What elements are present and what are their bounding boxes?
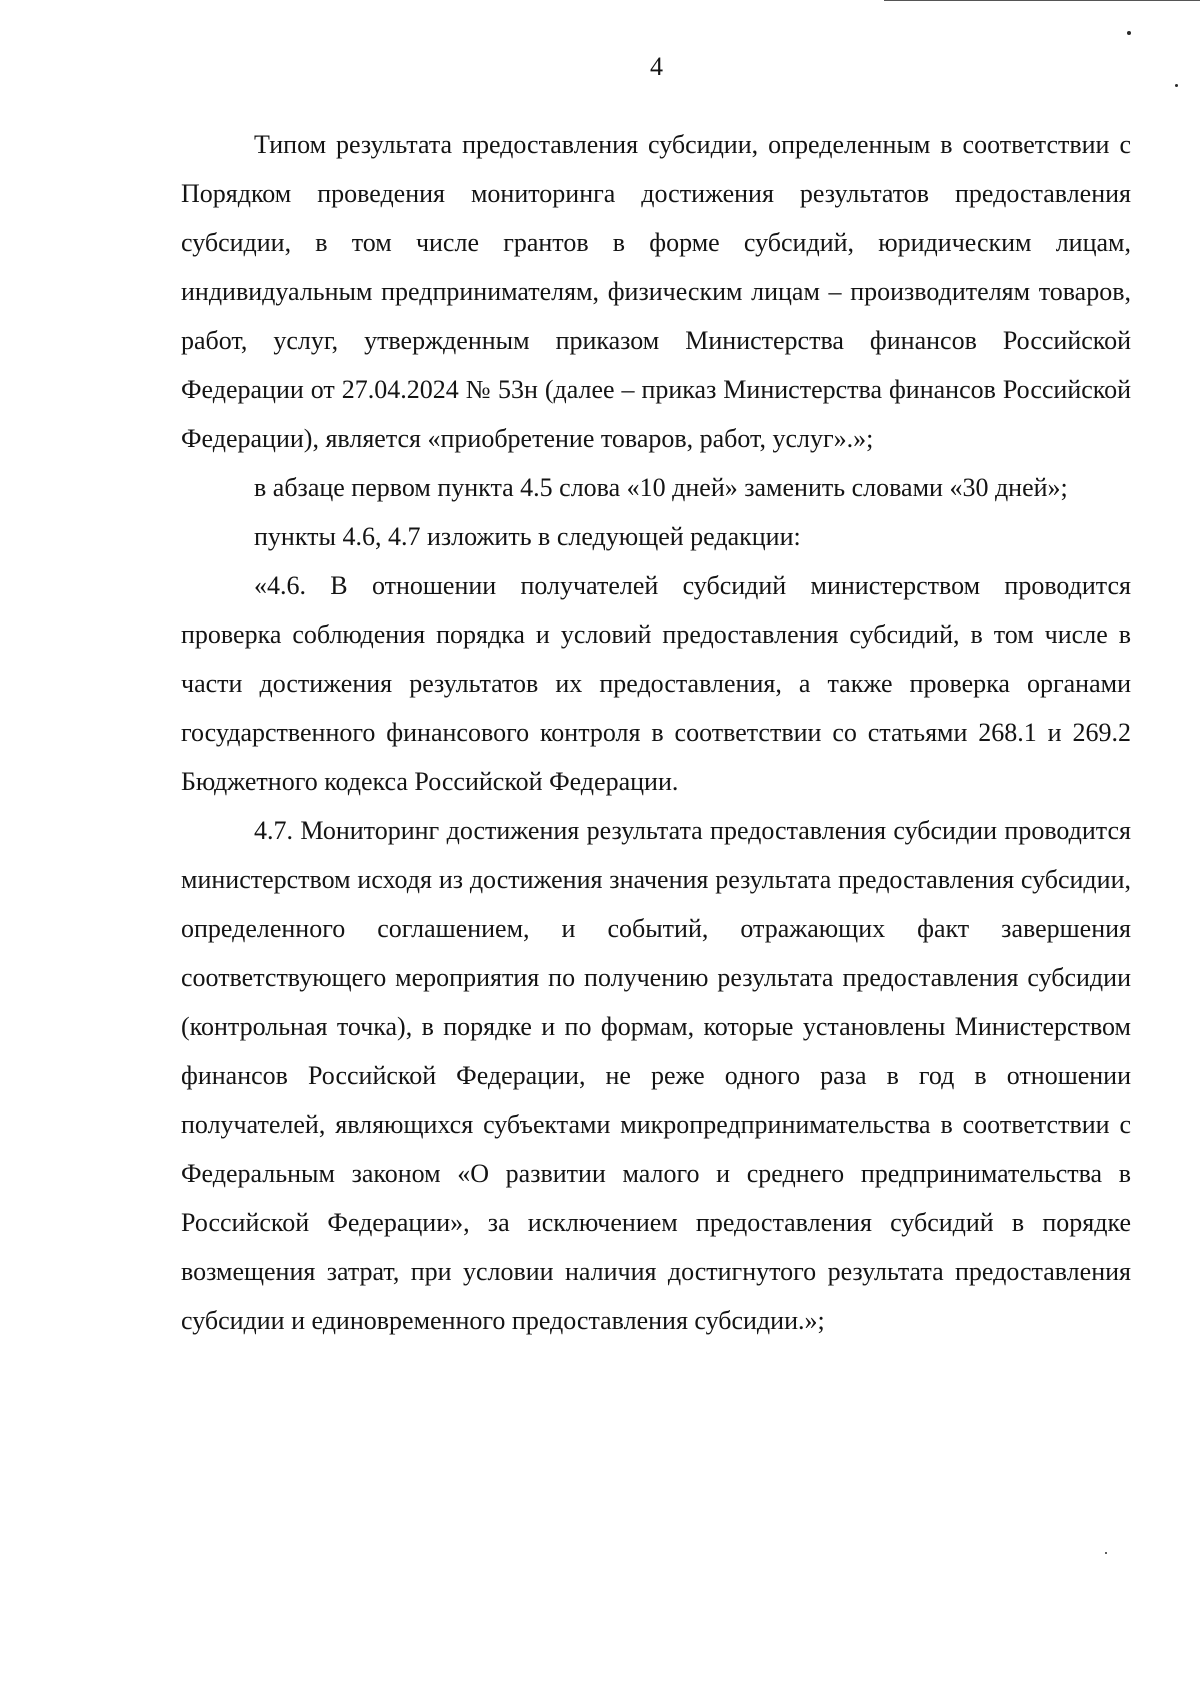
scan-speck — [1127, 31, 1131, 35]
scan-speck — [1105, 1552, 1107, 1554]
paragraph-clause-4-7: 4.7. Мониторинг достижения результата предоставления субсидии проводится министерством исходя из достижения значения результата предоставления субсидии, определенного соглашением, и событий, отражающих факт завершения соответствующего мероприятия по получению результата предоставления субсидии (контрольная точка), в порядке и по формам, которые установлены Министерством финансов Российской Федерации, не реже одного раза в год в отношении получателей, являющихся субъектами микропредпринимательства в соответствии с Федеральным законом «О развитии малого и среднего предпринимательства в Российской Федерации», за исключением предоставления субсидий в порядке возмещения затрат, при условии наличия достигнутого результата предоставления субсидии и единовременного предоставления субсидии.»; — [181, 816, 1131, 1335]
paragraph-amend-4-5: в абзаце первом пункта 4.5 слова «10 дней» заменить словами «30 дней»; — [254, 473, 1068, 502]
scan-speck — [1175, 84, 1178, 87]
page-number: 4 — [650, 52, 663, 81]
scan-edge-line — [884, 0, 1200, 1]
paragraph-clause-4-6: «4.6. В отношении получателей субсидий министерством проводится проверка соблюдения порядка и условий предоставления субсидий, в том числе в части достижения результатов их предоставления, а также проверка органами государственного финансового контроля в соответствии со статьями 268.1 и 269.2 Бюджетного кодекса Российской Федерации. — [181, 571, 1131, 796]
paragraph-amend-4-6-4-7: пункты 4.6, 4.7 изложить в следующей редакции: — [254, 522, 801, 551]
paragraph-result-type: Типом результата предоставления субсидии, определенным в соответствии с Порядком проведения мониторинга достижения результатов предоставления субсидии, в том числе грантов в форме субсидий, юридическим лицам, индивидуальным предпринимателям, физическим лицам – производителям товаров, работ, услуг, утвержденным приказом Министерства финансов Российской Федерации от 27.04.2024 № 53н (далее – приказ Министерства финансов Российской Федерации), является «приобретение товаров, работ, услуг».»; — [181, 130, 1131, 453]
document-body — [181, 120, 1131, 1345]
